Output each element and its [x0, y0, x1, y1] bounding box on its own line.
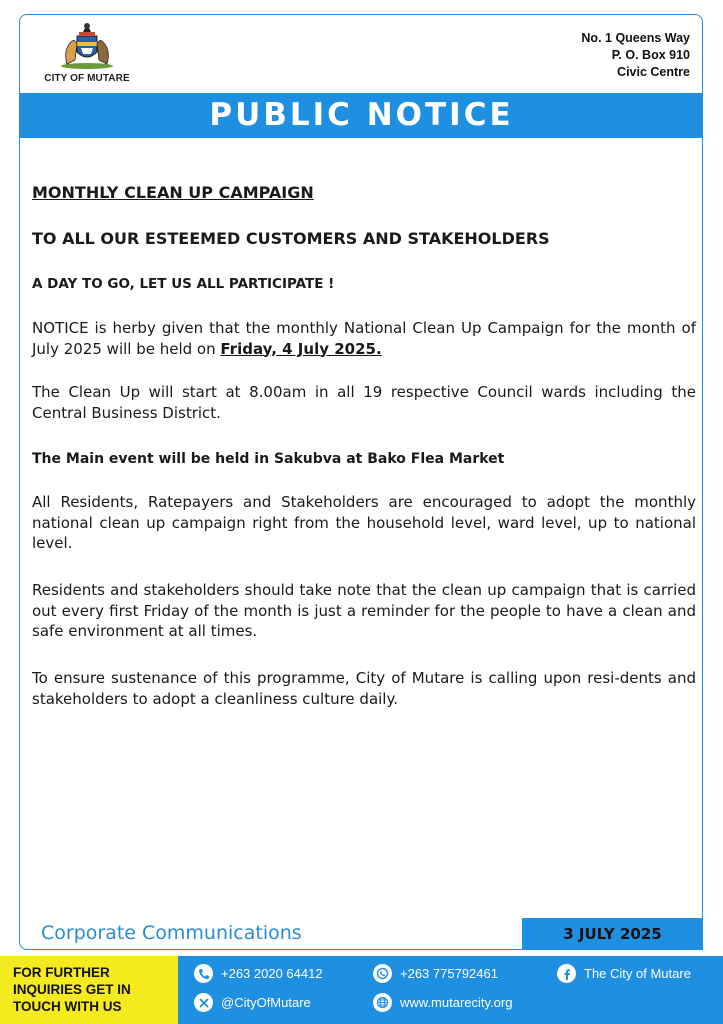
event-date: Friday, 4 July 2025.: [220, 339, 382, 358]
inquiries-text: FOR FURTHER INQUIRIES GET IN TOUCH WITH US: [13, 965, 131, 1014]
inquiries-box: [0, 956, 178, 1024]
phone-number: +263 2020 64412: [221, 966, 323, 981]
phone-icon: [194, 964, 213, 983]
department: Corporate Communications: [41, 922, 302, 944]
whatsapp-icon: [373, 964, 392, 983]
twitter-contact[interactable]: [194, 993, 311, 1012]
facebook-contact[interactable]: [557, 964, 691, 983]
website-url: www.mutarecity.org: [400, 995, 513, 1010]
facebook-page: The City of Mutare: [584, 966, 691, 981]
paragraph-2: The Clean Up will start at 8.00am in all 19 respective Council wards including the Central Business District.: [32, 383, 696, 422]
paragraph-3: All Residents, Ratepayers and Stakeholders are encouraged to adopt the monthly national clean up campaign right from the household level, ward level, up to national level.: [32, 493, 696, 552]
address-line: Civic Centre: [617, 65, 690, 79]
address-block: [581, 30, 690, 81]
paragraph-5: To ensure sustenance of this programme, City of Mutare is calling upon resi-dents and stakeholders to adopt a cleanliness culture daily.: [32, 669, 696, 708]
salutation: TO ALL OUR ESTEEMED CUSTOMERS AND STAKEHOLDERS: [32, 229, 550, 248]
notice-frame: [19, 14, 703, 950]
address-line: No. 1 Queens Way: [581, 31, 690, 45]
notice-date: 3 JULY 2025: [522, 918, 703, 950]
website-contact[interactable]: [373, 993, 512, 1012]
city-logo: [32, 20, 142, 88]
phone-contact[interactable]: [194, 964, 323, 983]
coat-of-arms-icon: [55, 20, 119, 70]
whatsapp-contact[interactable]: [373, 964, 498, 983]
public-notice-banner: PUBLIC NOTICE: [20, 93, 703, 138]
org-name: CITY OF MUTARE: [44, 73, 130, 84]
notice-title: MONTHLY CLEAN UP CAMPAIGN: [32, 183, 314, 202]
paragraph-4: Residents and stakeholders should take note that the clean up campaign that is carried out every first Friday of the month is just a reminder for the people to have a clean and safe environment at all times.: [32, 581, 696, 640]
main-event: The Main event will be held in Sakubva at Bako Flea Market: [32, 451, 505, 467]
tagline: A DAY TO GO, LET US ALL PARTICIPATE !: [32, 276, 335, 292]
x-icon: [194, 993, 213, 1012]
paragraph-1: [32, 318, 696, 359]
address-line: P. O. Box 910: [611, 48, 690, 62]
facebook-icon: [557, 964, 576, 983]
twitter-handle: @CityOfMutare: [221, 995, 311, 1010]
paragraph-1-text: NOTICE is herby given that the monthly National Clean Up Campaign for the month of July 2025 will be held on: [32, 319, 696, 358]
globe-icon: [373, 993, 392, 1012]
whatsapp-number: +263 775792461: [400, 966, 498, 981]
